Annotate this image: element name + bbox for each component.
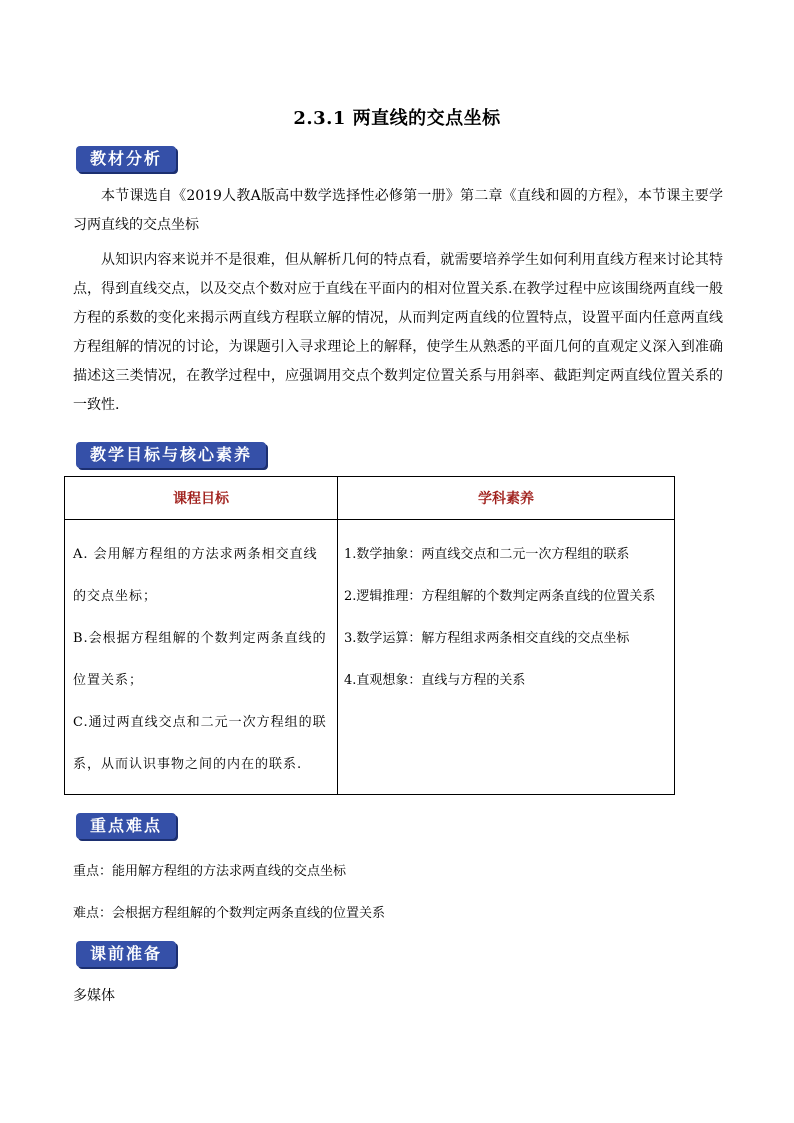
section-heading-preparation: 课前准备: [76, 941, 176, 967]
objective-line: 位置关系；: [73, 673, 144, 688]
table-header-row: [65, 477, 675, 520]
goals-table: [64, 476, 675, 795]
analysis-paragraph-1: 本节课选自《2019人教A版高中数学选择性必修第一册》第二章《直线和圆的方程》，本节课主要学习两直线的交点坐标: [73, 188, 723, 233]
section-heading-analysis: 教材分析: [76, 146, 176, 172]
objectives-cell: [65, 520, 338, 795]
section-heading-key-points: 重点难点: [76, 813, 176, 839]
table-row: [65, 520, 675, 795]
literacy-line: 3.数学运算：解方程组求两条相交直线的交点坐标: [344, 631, 630, 646]
literacy-cell: [338, 520, 675, 795]
objective-line: 的交点坐标；: [73, 589, 158, 604]
objective-line: 系，从而认识事物之间的内在的联系.: [73, 757, 303, 772]
literacy-line: 1.数学抽象：两直线交点和二元一次方程组的联系: [344, 547, 630, 562]
key-point-text: 重点：能用解方程组的方法求两直线的交点坐标: [73, 864, 347, 879]
literacy-line: 4.直观想象：直线与方程的关系: [344, 673, 526, 688]
preparation-text: 多媒体: [73, 988, 115, 1004]
table-header-literacy: 学科素养: [338, 477, 675, 520]
literacy-line: 2.逻辑推理：方程组解的个数判定两条直线的位置关系: [344, 589, 656, 604]
analysis-paragraph-2: 从知识内容来说并不是很难，但从解析几何的特点看，就需要培养学生如何利用直线方程来讨论其特点，得到直线交点，以及交点个数对应于直线在平面内的相对位置关系.在教学过程中应该围绕两直线一般方程的系数的变化来揭示两直线方程联立解的情况，从而判定两直线的位置特点，设置平面内任意两直线方程组解的情况的讨论，为课题引入寻求理论上的解释，使学生从熟悉的平面几何的直观定义深入到准确描述这三类情况，在教学过程中，应强调用交点个数判定位置关系与用斜率、截距判定两直线位置关系的一致性.: [73, 252, 723, 413]
page-title: 2.3.1 两直线的交点坐标: [293, 108, 501, 129]
objective-line: B.会根据方程组解的个数判定两条直线的: [73, 631, 327, 646]
objective-line: C.通过两直线交点和二元一次方程组的联: [73, 715, 327, 730]
section-heading-goals: 教学目标与核心素养: [76, 442, 266, 468]
difficult-point-text: 难点：会根据方程组解的个数判定两条直线的位置关系: [73, 906, 386, 921]
objective-line: A. 会用解方程组的方法求两条相交直线: [73, 547, 318, 562]
table-header-objectives: 课程目标: [65, 477, 338, 520]
